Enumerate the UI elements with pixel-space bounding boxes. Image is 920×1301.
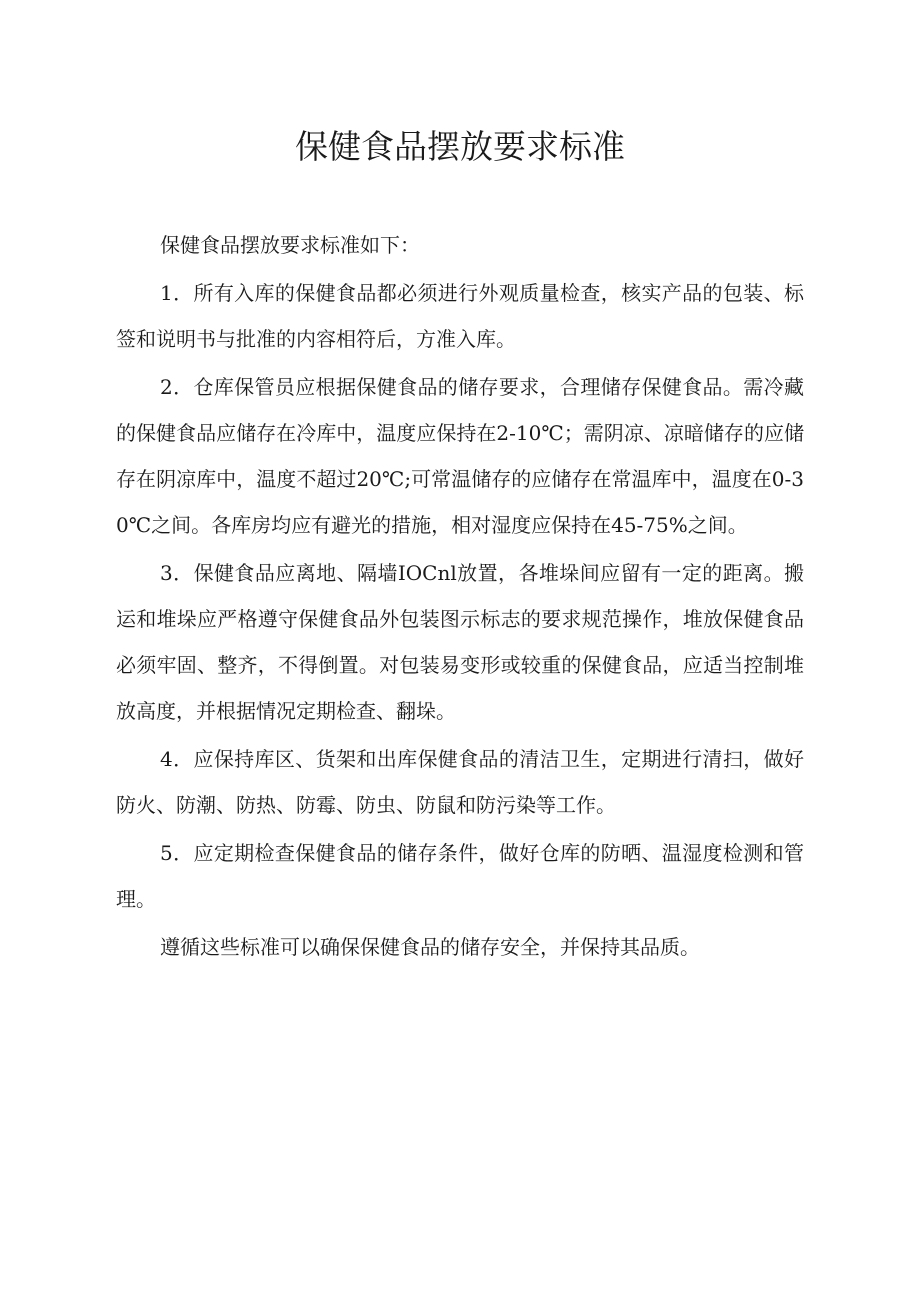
rule-paragraph-1: 1．所有入库的保健食品都必须进行外观质量检查，核实产品的包装、标签和说明书与批准的内容相符后，方准入库。 [116, 281, 804, 351]
intro-paragraph: 保健食品摆放要求标准如下： [160, 233, 420, 257]
document-title: 保健食品摆放要求标准 [295, 127, 625, 166]
rule-paragraph-3: 3．保健食品应离地、隔墙IOCnl放置，各堆垛间应留有一定的距离。搬运和堆垛应严格遵守保健食品外包装图示标志的要求规范操作，堆放保健食品必须牢固、整齐，不得倒置。对包装易变形或较重的保健食品，应适当控制堆放高度，并根据情况定期检查、翻垛。 [116, 561, 804, 723]
rule-paragraph-5: 5．应定期检查保健食品的储存条件，做好仓库的防晒、温湿度检测和管理。 [116, 841, 804, 911]
rule-paragraph-2: 2．仓库保管员应根据保健食品的储存要求，合理储存保健食品。需冷藏的保健食品应储存在冷库中，温度应保持在2-10℃；需阴凉、凉暗储存的应储存在阴凉库中，温度不超过20℃;可常温储存的应储存在常温库中，温度在0-30℃之间。各库房均应有避光的措施，相对湿度应保持在45-75%之间。 [116, 375, 804, 537]
document-body [116, 222, 804, 972]
rule-paragraph-4: 4．应保持库区、货架和出库保健食品的清洁卫生，定期进行清扫，做好防火、防潮、防热、防霉、防虫、防鼠和防污染等工作。 [116, 747, 804, 817]
closing-paragraph: 遵循这些标准可以确保保健食品的储存安全，并保持其品质。 [160, 935, 700, 959]
